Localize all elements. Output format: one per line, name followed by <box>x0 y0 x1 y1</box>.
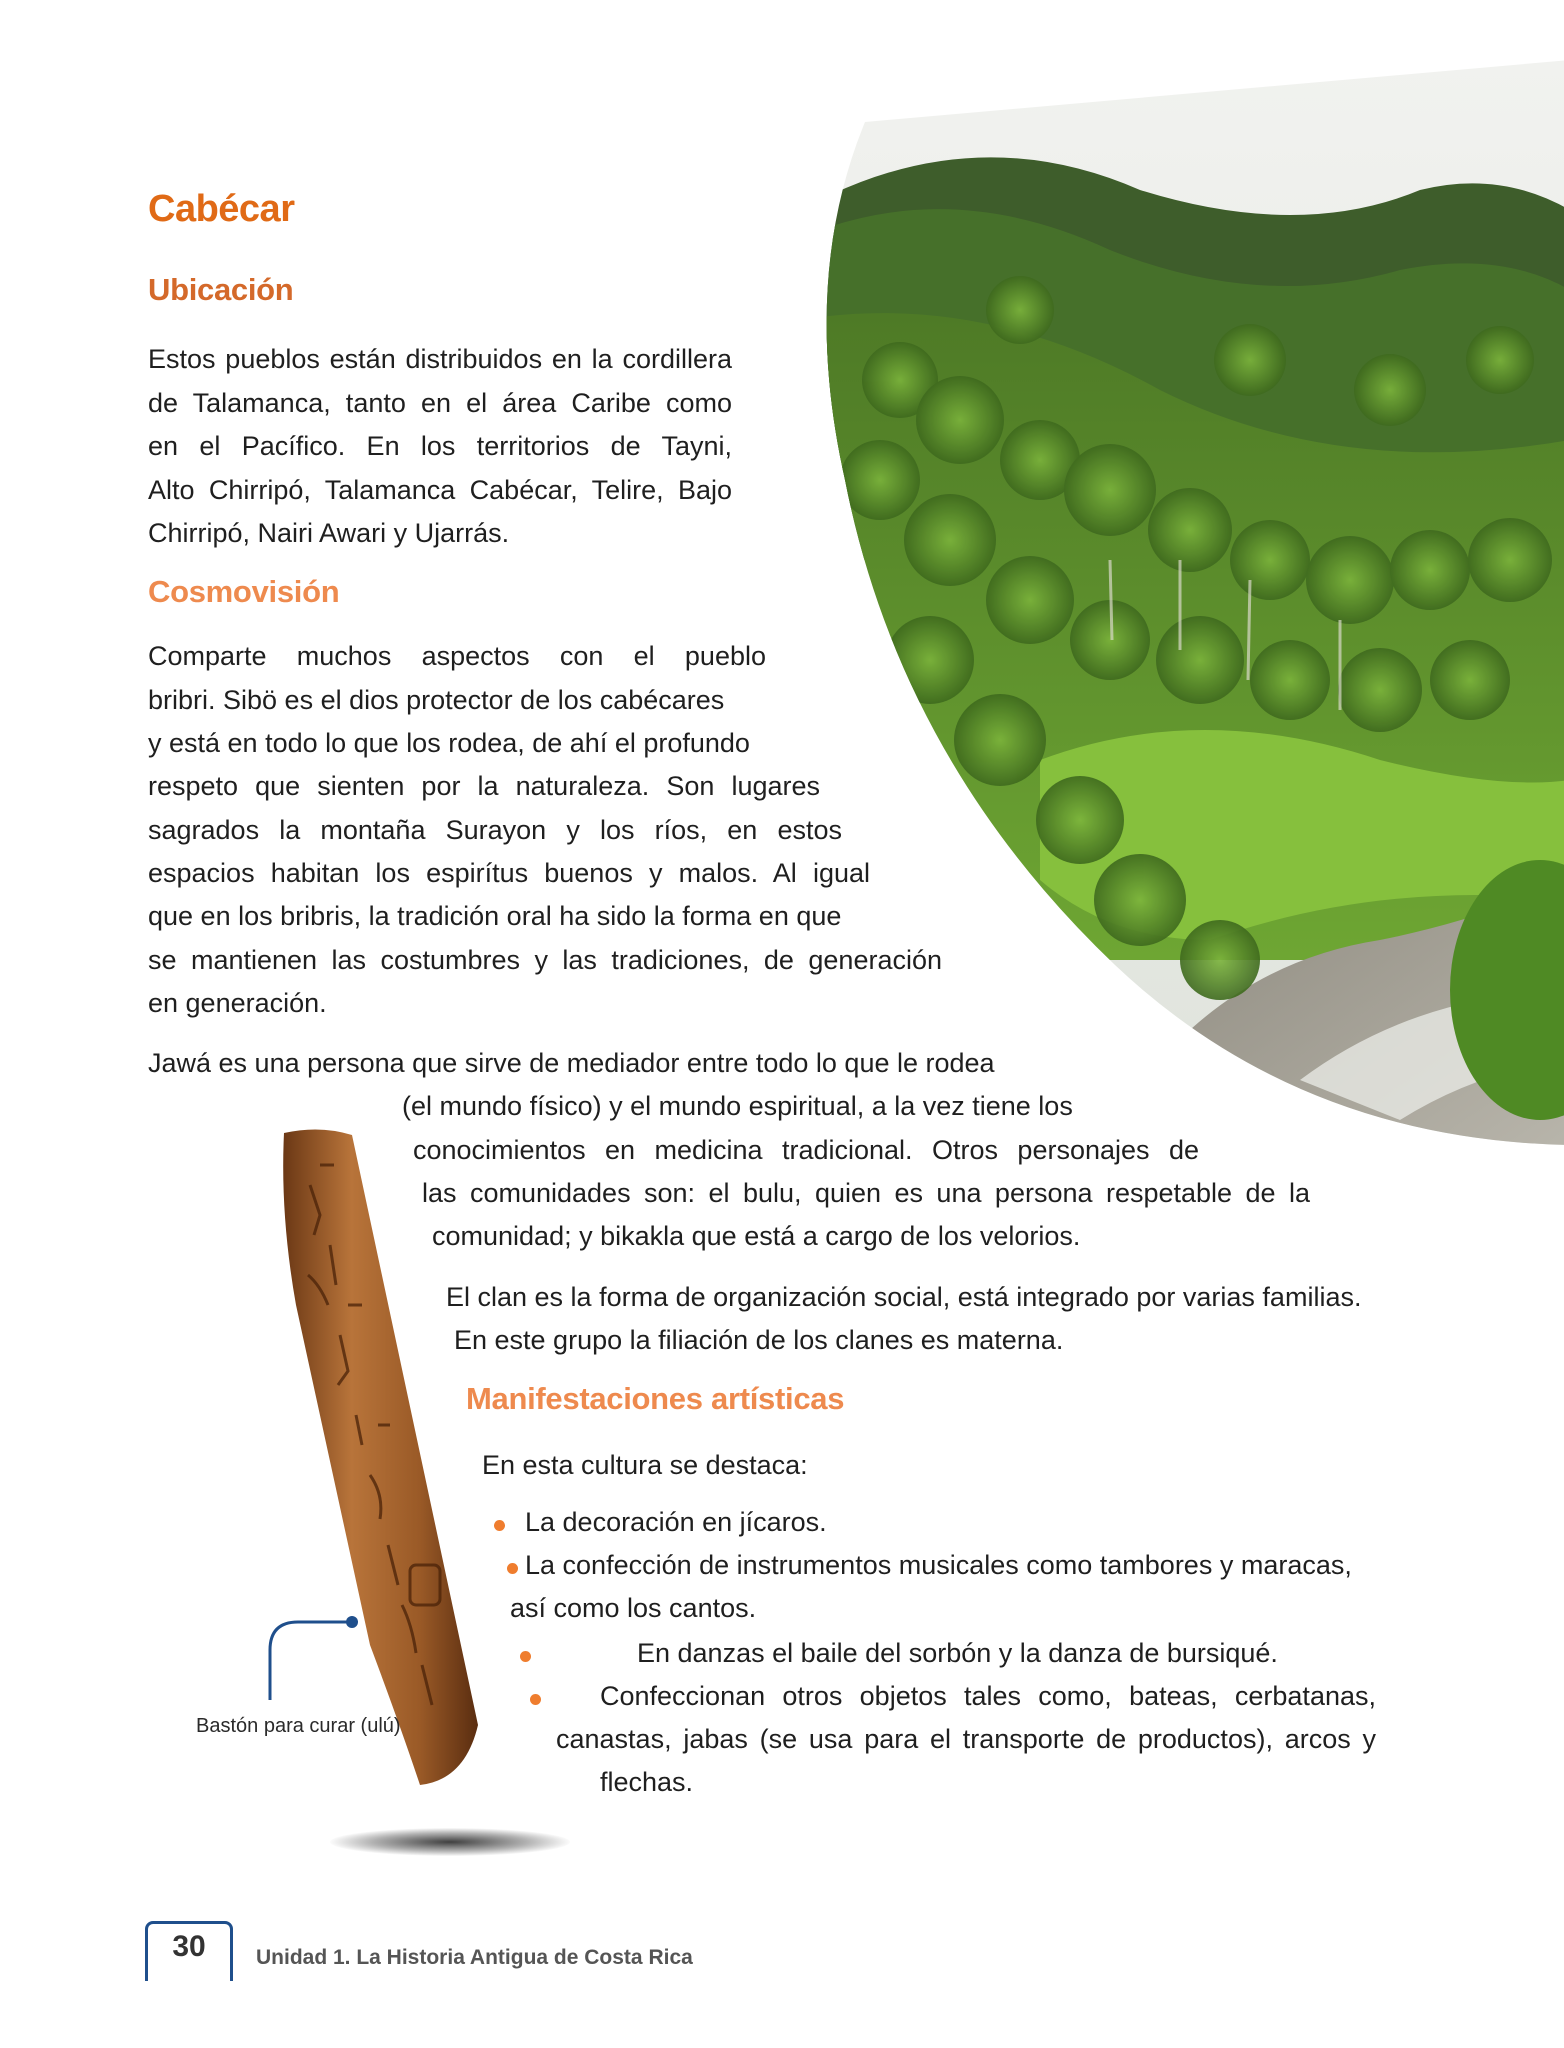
list-item: Confeccionan otros objetos tales como, bateas, cerbatanas, <box>600 1681 1376 1711</box>
staff-shadow <box>330 1828 570 1856</box>
page-title: Cabécar <box>148 188 295 230</box>
heading-cosmovision: Cosmovisión <box>148 574 340 609</box>
footer-unit-title: Unidad 1. La Historia Antigua de Costa Rica <box>256 1946 693 1969</box>
bullet-icon <box>507 1563 518 1574</box>
text-line: Estos pueblos están distribuidos en la cordillera <box>148 344 732 374</box>
heading-ubicacion: Ubicación <box>148 272 294 307</box>
list-item: La confección de instrumentos musicales como tambores y maracas, <box>525 1550 1352 1580</box>
text-line: Alto Chirripó, Talamanca Cabécar, Telire, Bajo <box>148 474 732 505</box>
image-caption: Bastón para curar (ulú) <box>196 1715 401 1737</box>
list-item-continuation: canastas, jabas (se usa para el transporte de productos), arcos y <box>556 1724 1376 1754</box>
landscape-photo <box>780 60 1564 1160</box>
text-line: espacios habitan los espirítus buenos y malos. Al igual <box>148 858 870 888</box>
text-line: que en los bribris, la tradición oral ha sido la forma en que <box>148 901 842 931</box>
text-line: (el mundo físico) y el mundo espiritual, a la vez tiene los <box>402 1091 1073 1121</box>
text-line: respeto que sienten por la naturaleza. Son lugares <box>148 771 820 801</box>
text-line: comunidad; y bikakla que está a cargo de los velorios. <box>432 1221 1081 1251</box>
text-line: y está en todo lo que los rodea, de ahí el profundo <box>148 728 750 758</box>
intro-text: En esta cultura se destaca: <box>482 1450 808 1480</box>
text-line: El clan es la forma de organización social, está integrado por varias familias. <box>446 1282 1362 1312</box>
list-item: En danzas el baile del sorbón y la danza de bursiqué. <box>637 1638 1278 1668</box>
ubicacion-paragraph <box>148 338 732 556</box>
text-line: en el Pacífico. En los territorios de Tayni, <box>148 431 732 461</box>
text-line: conocimientos en medicina tradicional. Otros personajes de <box>413 1135 1199 1165</box>
heading-manifestaciones: Manifestaciones artísticas <box>466 1381 845 1416</box>
text-line: bribri. Sibö es el dios protector de los cabécares <box>148 685 725 715</box>
page-number: 30 <box>172 1930 206 1963</box>
text-line: Chirripó, Nairi Awari y Ujarrás. <box>148 518 510 548</box>
bullet-icon <box>520 1651 531 1662</box>
text-line: sagrados la montaña Surayon y los ríos, en estos <box>148 815 842 845</box>
text-line: las comunidades son: el bulu, quien es una persona respetable de la <box>422 1178 1310 1208</box>
text-line: en generación. <box>148 988 327 1018</box>
text-line: se mantienen las costumbres y las tradiciones, de generación <box>148 945 942 975</box>
text-line: Comparte muchos aspectos con el pueblo <box>148 641 766 671</box>
bullet-icon <box>530 1694 541 1705</box>
caption-connector <box>262 1610 362 1700</box>
healing-staff-image <box>260 1125 500 1805</box>
text-line: En este grupo la filiación de los clanes es materna. <box>454 1325 1064 1355</box>
text-line: Jawá es una persona que sirve de mediador entre todo lo que le rodea <box>148 1048 995 1078</box>
list-item-continuation: flechas. <box>600 1767 694 1797</box>
text-line: de Talamanca, tanto en el área Caribe como <box>148 387 732 418</box>
list-item-continuation: así como los cantos. <box>510 1593 757 1623</box>
list-item: La decoración en jícaros. <box>525 1507 827 1537</box>
